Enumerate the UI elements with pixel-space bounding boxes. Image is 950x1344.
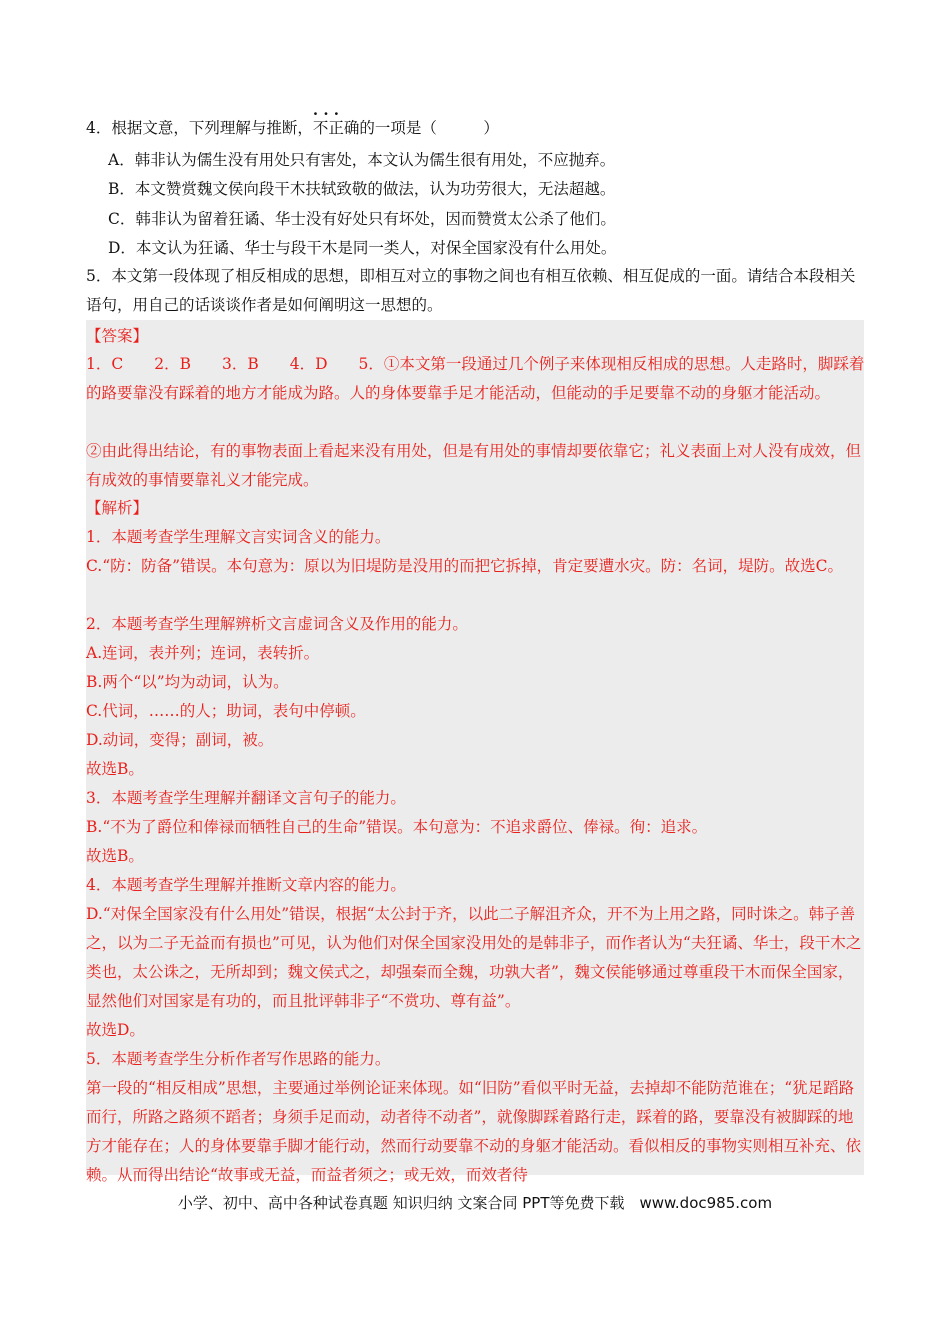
question-4-stem-post: 的一项是（ ） — [359, 119, 499, 137]
analysis-item-10: B.“不为了爵位和俸禄而牺牲自己的生命”错误。本句意为：不追求爵位、俸禄。徇：追求。 — [86, 818, 708, 836]
question-4-option-c: C．韩非认为留着狂谲、华士没有好处只有坏处，因而赞赏太公杀了他们。 — [108, 210, 616, 228]
analysis-item-5: B.两个“以”均为动词，认为。 — [86, 673, 289, 691]
analysis-item-8: 故选B。 — [86, 760, 144, 778]
analysis-item-6: C.代词，……的人；助词，表句中停顿。 — [86, 702, 366, 720]
question-4-stem-pre: 4．根据文意，下列理解与推断， — [86, 119, 313, 137]
question-4-stem — [86, 114, 866, 142]
analysis-item-12: 4．本题考查学生理解并推断文章内容的能力。 — [86, 876, 406, 894]
analysis-heading: 【解析】 — [86, 499, 149, 517]
question-4-option-b: B．本文赞赏魏文侯向段干木扶轼致敬的做法，认为功劳很大，无法超越。 — [108, 180, 616, 198]
analysis-item-9: 3．本题考查学生理解并翻译文言句子的能力。 — [86, 789, 406, 807]
answer-line-1: 1．C 2．B 3．B 4．D 5．①本文第一段通过几个例子来体现相反相成的思想。人走路时，脚踩着的路要靠没有踩着的地方才能成为路。人的身体要靠手足才能活动，但能动的手足要靠不动的身躯才能活动。 — [86, 355, 865, 402]
analysis-item-16: 第一段的“相反相成”思想，主要通过举例论证来体现。如“旧防”看似平时无益，去掉却不能防范谁在；“犹足蹈路而行，所路之路须不蹈者；身须手足而动，动者待不动者”，就像脚踩着路行走，踩着的路，要靠没有被脚踩的地方才能存在；人的身体要靠手脚才能行动，然而行动要靠不动的身躯才能活动。看似相反的事物实则相互补充、依赖。从而得出结论“故事或无益，而益者须之；或无效，而效者待 — [86, 1079, 862, 1184]
analysis-item-1: 1．本题考查学生理解文言实词含义的能力。 — [86, 528, 391, 546]
analysis-item-15: 5．本题考查学生分析作者写作思路的能力。 — [86, 1050, 391, 1068]
analysis-item-11: 故选B。 — [86, 847, 144, 865]
analysis-item-4: A.连词，表并列；连词，表转折。 — [86, 644, 320, 662]
question-4-option-d: D．本文认为狂谲、华士与段干木是同一类人，对保全国家没有什么用处。 — [108, 239, 617, 257]
footer-banner: 小学、初中、高中各种试卷真题 知识归纳 文案合同 PPT等免费下载 www.doc985.com — [177, 1194, 773, 1212]
question-4-emphasis: · · · 不正确 — [313, 114, 360, 142]
answer-heading: 【答案】 — [86, 327, 149, 345]
question-4-option-a: A．韩非认为儒生没有用处只有害处，本文认为儒生很有用处，不应抛弃。 — [108, 151, 616, 169]
analysis-item-7: D.动词，变得；副词，被。 — [86, 731, 274, 749]
analysis-item-13: D.“对保全国家没有什么用处”错误，根据“太公封于齐，以此二子解沮齐众，开不为上用之路，同时诛之。韩子善之，以为二子无益而有损也”可见，认为他们对保全国家没用处的是韩非子，而作者认为“夫狂谲、华士，段干木之类也，太公诛之，无所却到；魏文侯式之，却强秦而全魏，功孰大者”，魏文侯能够通过尊重段干木而保全国家，显然他们对国家是有功的，而且批评韩非子“不赏功、尊有益”。 — [86, 905, 862, 1010]
analysis-item-14: 故选D。 — [86, 1021, 145, 1039]
analysis-item-3: 2．本题考查学生理解辨析文言虚词含义及作用的能力。 — [86, 615, 468, 633]
answer-line-2: ②由此得出结论，有的事物表面上看起来没有用处，但是有用处的事情却要依靠它；礼义表面上对人没有成效，但有成效的事情要靠礼义才能完成。 — [86, 442, 862, 489]
analysis-item-2: C.“防：防备”错误。本句意为：原以为旧堤防是没用的而把它拆掉，肯定要遭水灾。防：名词，堤防。故选C。 — [86, 557, 843, 575]
question-5-text: 5．本文第一段体现了相反相成的思想，即相互对立的事物之间也有相互依赖、相互促成的一面。请结合本段相关语句，用自己的话谈谈作者是如何阐明这一思想的。 — [86, 267, 856, 314]
